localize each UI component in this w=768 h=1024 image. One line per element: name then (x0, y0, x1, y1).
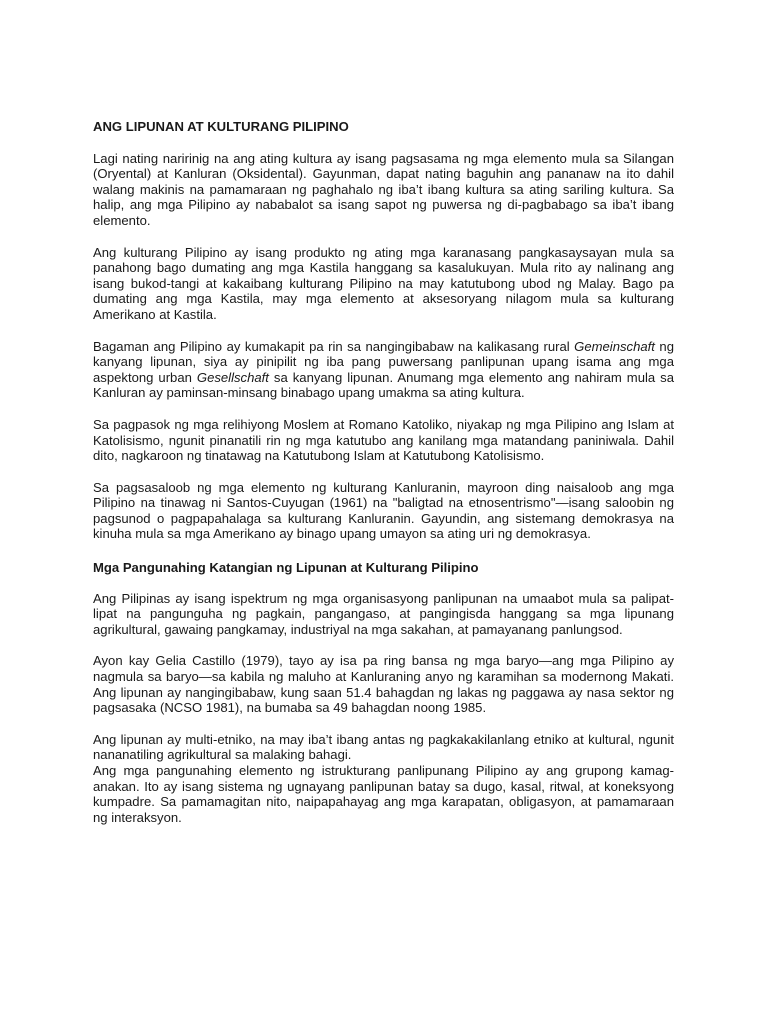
paragraph-5: Sa pagsasaloob ng mga elemento ng kulturang Kanluranin, mayroon ding naisaloob ang mga Pilipino na tinawag ni Santos-Cuyugan (1961) na "baligtad na etnosentrismo"—isang saloobin ng pagsunod o pagpapahalaga sa kulturang Kanluranin. Gayundin, ang sistemang demokrasya na kinuha mula sa mga Amerikano ay binago upang umayon sa ating uri ng demokrasya. (93, 479, 674, 542)
paragraph-8: Ang lipunan ay multi-etniko, na may iba’t ibang antas ng pagkakakilanlang etniko at kultural, ngunit nananatiling agrikultural sa malaking bahagi. (93, 731, 674, 763)
paragraph-3-text-a: Bagaman ang Pilipino ay kumakapit pa rin sa nangingibabaw na kalikasang rural (93, 338, 575, 354)
gesellschaft-term: Gesellschaft (196, 369, 269, 385)
paragraph-6: Ang Pilipinas ay isang ispektrum ng mga organisasyong panlipunan na umaabot mula sa palipat-lipat na pangunguha ng pagkain, pangangaso, at pangingisda hanggang sa mga lipunang agrikultural, gawaing pangkamay, industriyal na mga sakahan, at pamayanang panlungsod. (93, 590, 674, 637)
section-subheading: Mga Pangunahing Katangian ng Lipunan at Kulturang Pilipino (93, 560, 479, 576)
paragraph-4: Sa pagpasok ng mga relihiyong Moslem at Romano Katoliko, niyakap ng mga Pilipino ang Islam at Katolisismo, ngunit pinanatili rin ng mga katutubo ang kanilang mga matandang paniniwala. Dahil dito, nagkaroon ng tinatawag na Katutubong Islam at Katutubong Katolisismo. (93, 416, 674, 464)
gemeinschaft-term: Gemeinschaft (574, 338, 655, 354)
paragraph-3-text-c: sa kanyang lipunan. Anumang mga elemento ang nahiram mula sa Kanluran ay paminsan-minsang binabago upang umakma sa ating kultura. (93, 369, 674, 401)
paragraph-3 (93, 339, 674, 401)
document-title: ANG LIPUNAN AT KULTURANG PILIPINO (93, 119, 349, 134)
paragraph-7: Ayon kay Gelia Castillo (1979), tayo ay isa pa ring bansa ng mga baryo—ang mga Pilipino ay nagmula sa baryo—sa kabila ng maluho at Kanluraning anyo ng karamihan sa modernong Makati. Ang lipunan ay nangingibabaw, kung saan 51.4 bahagdan ng lakas ng paggawa ay nasa sektor ng pagsasaka (NCSO 1981), na bumaba sa 49 bahagdan noong 1985. (93, 653, 674, 716)
paragraph-1: Lagi nating naririnig na ang ating kultura ay isang pagsasama ng mga elemento mula sa Silangan (Oryental) at Kanluran (Oksidental). Gayunman, dapat nating baguhin ang pananaw na ito dahil walang makinis na pamamaraan ng paghahalo ng iba’t ibang kultura sa ating sariling kultura. Sa halip, ang mga Pilipino ay nababalot sa isang sapot ng puwersa ng di-pagbabago sa iba’t ibang elemento. (93, 150, 674, 228)
paragraph-2: Ang kulturang Pilipino ay isang produkto ng ating mga karanasang pangkasaysayan mula sa panahong bago dumating ang mga Kastila hanggang sa kasalukuyan. Mula rito ay nalinang ang isang bukod-tangi at kakaibang kulturang Pilipino na may katutubong ubod ng Malay. Bago pa dumating ang mga Kastila, may mga elemento at aksesoryang nilagom mula sa kulturang Amerikano at Kastila. (93, 244, 674, 322)
paragraph-3-text-b: ng kanyang lipunan, siya ay pinipilit ng iba pang puwersang panlipunan upang isama ang mga aspektong urban (93, 338, 674, 385)
paragraph-9: Ang mga pangunahing elemento ng istrukturang panlipunang Pilipino ay ang grupong kamag-anakan. Ito ay isang sistema ng ugnayang panlipunan batay sa dugo, kasal, ritwal, at koneksyong kumpadre. Sa pamamagitan nito, naipapahayag ang mga karapatan, obligasyon, at pamamaraan ng interaksyon. (93, 763, 674, 825)
document-page (93, 119, 674, 841)
